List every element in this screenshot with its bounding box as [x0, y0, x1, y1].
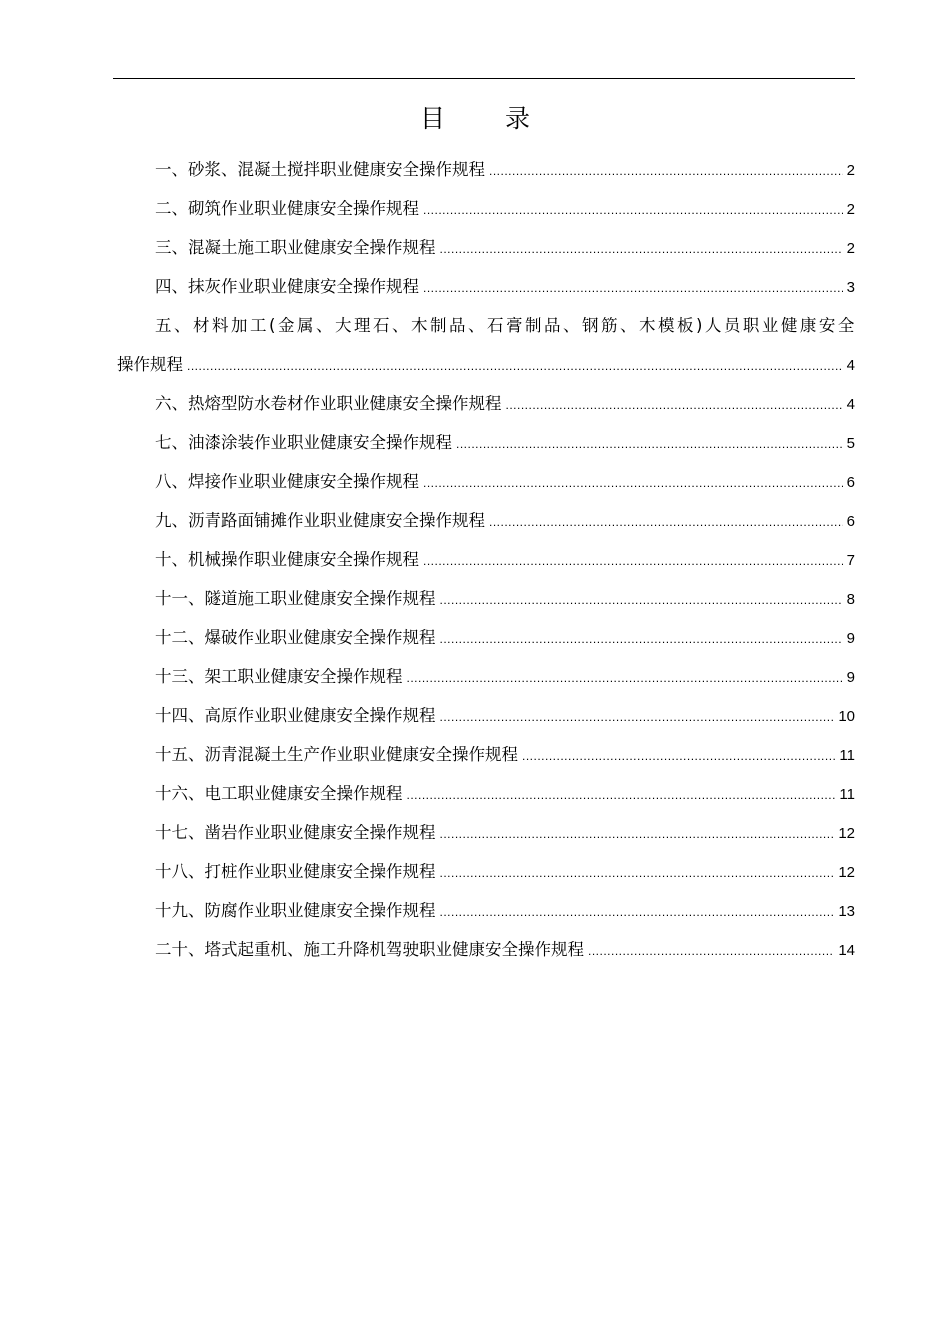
toc-entry[interactable]: [117, 189, 855, 228]
toc-leader-dots: [407, 659, 843, 698]
toc-page-number: 11: [839, 786, 855, 803]
toc-entry[interactable]: [117, 696, 855, 735]
header-rule: [113, 78, 855, 79]
toc-entry[interactable]: [117, 306, 855, 384]
toc-page-number: 2: [846, 201, 855, 218]
toc-page-number: 12: [838, 864, 855, 881]
toc-entry-text: 十、机械操作职业健康安全操作规程: [155, 550, 419, 569]
toc-entry-text: 二、砌筑作业职业健康安全操作规程: [155, 199, 419, 218]
toc-leader-dots: [489, 152, 843, 191]
toc-leader-dots: [423, 191, 843, 230]
toc-entry[interactable]: [117, 150, 855, 189]
toc-entry[interactable]: [117, 501, 855, 540]
toc-leader-dots: [423, 269, 843, 308]
toc-entry[interactable]: [117, 774, 855, 813]
toc-page-number: 3: [846, 279, 855, 296]
toc-entry[interactable]: [117, 657, 855, 696]
toc-page-number: 10: [838, 708, 855, 725]
toc-entry[interactable]: [117, 852, 855, 891]
toc-entry-text: 八、焊接作业职业健康安全操作规程: [155, 472, 419, 491]
toc-entry-continuation: [117, 345, 855, 384]
toc-leader-dots: [489, 503, 843, 542]
toc-leader-dots: [187, 347, 843, 386]
toc-page-number: 2: [846, 162, 855, 179]
toc-leader-dots: [407, 776, 836, 815]
toc-entry-text: 十一、隧道施工职业健康安全操作规程: [155, 589, 436, 608]
toc-page-number: 6: [846, 513, 855, 530]
toc-entry-text: 五、材料加工(金属、大理石、木制品、石膏制品、钢筋、木模板)人员职业健康安全: [155, 316, 855, 335]
toc-entry-text: 十九、防腐作业职业健康安全操作规程: [155, 901, 436, 920]
toc-entry-text: 十六、电工职业健康安全操作规程: [155, 784, 403, 803]
toc-entry[interactable]: [117, 423, 855, 462]
toc-page-number: 8: [846, 591, 855, 608]
toc-page-number: 14: [838, 942, 855, 959]
toc-page-number: 12: [838, 825, 855, 842]
toc-entry-text: 十八、打桩作业职业健康安全操作规程: [155, 862, 436, 881]
toc-entry[interactable]: [117, 540, 855, 579]
toc-entry-text: 六、热熔型防水卷材作业职业健康安全操作规程: [155, 394, 502, 413]
toc-title: 目 录: [420, 104, 556, 133]
toc-leader-dots: [456, 425, 843, 464]
toc-leader-dots: [423, 542, 843, 581]
toc-leader-dots: [440, 620, 843, 659]
toc-entry-text-continued: 操作规程: [117, 355, 183, 374]
toc-page-number: 2: [846, 240, 855, 257]
toc-entry[interactable]: [117, 735, 855, 774]
toc-entry[interactable]: [117, 891, 855, 930]
toc-leader-dots: [440, 698, 835, 737]
toc-entry[interactable]: [117, 813, 855, 852]
toc-leader-dots: [522, 737, 835, 776]
toc-page-number: 5: [846, 435, 855, 452]
toc-page-number: 6: [846, 474, 855, 491]
table-of-contents: [117, 150, 855, 969]
toc-entry[interactable]: [117, 384, 855, 423]
toc-leader-dots: [423, 464, 843, 503]
toc-leader-dots: [440, 893, 835, 932]
toc-entry[interactable]: [117, 930, 855, 969]
toc-page-number: 9: [846, 630, 855, 647]
toc-entry-text: 七、油漆涂装作业职业健康安全操作规程: [155, 433, 452, 452]
toc-leader-dots: [440, 230, 843, 269]
toc-leader-dots: [440, 815, 835, 854]
toc-entry-text: 十二、爆破作业职业健康安全操作规程: [155, 628, 436, 647]
toc-entry-text: 十五、沥青混凝土生产作业职业健康安全操作规程: [155, 745, 518, 764]
toc-page-number: 4: [846, 396, 855, 413]
toc-entry[interactable]: [117, 462, 855, 501]
toc-entry[interactable]: [117, 267, 855, 306]
toc-page-number: 7: [846, 552, 855, 569]
toc-entry[interactable]: [117, 618, 855, 657]
toc-entry-text: 四、抹灰作业职业健康安全操作规程: [155, 277, 419, 296]
toc-entry-text: 十三、架工职业健康安全操作规程: [155, 667, 403, 686]
toc-entry-text: 三、混凝土施工职业健康安全操作规程: [155, 238, 436, 257]
toc-leader-dots: [440, 581, 843, 620]
toc-page-number: 11: [839, 747, 855, 764]
toc-entry-text: 二十、塔式起重机、施工升降机驾驶职业健康安全操作规程: [155, 940, 584, 959]
toc-entry-text: 一、砂浆、混凝土搅拌职业健康安全操作规程: [155, 160, 485, 179]
toc-entry[interactable]: [117, 228, 855, 267]
toc-leader-dots: [588, 932, 834, 971]
toc-entry-text: 九、沥青路面铺摊作业职业健康安全操作规程: [155, 511, 485, 530]
toc-page-number: 13: [838, 903, 855, 920]
toc-entry-text: 十七、凿岩作业职业健康安全操作规程: [155, 823, 436, 842]
toc-entry-text: 十四、高原作业职业健康安全操作规程: [155, 706, 436, 725]
toc-entry[interactable]: [117, 579, 855, 618]
toc-leader-dots: [440, 854, 835, 893]
toc-leader-dots: [506, 386, 843, 425]
toc-page-number: 4: [846, 357, 855, 374]
toc-page-number: 9: [846, 669, 855, 686]
